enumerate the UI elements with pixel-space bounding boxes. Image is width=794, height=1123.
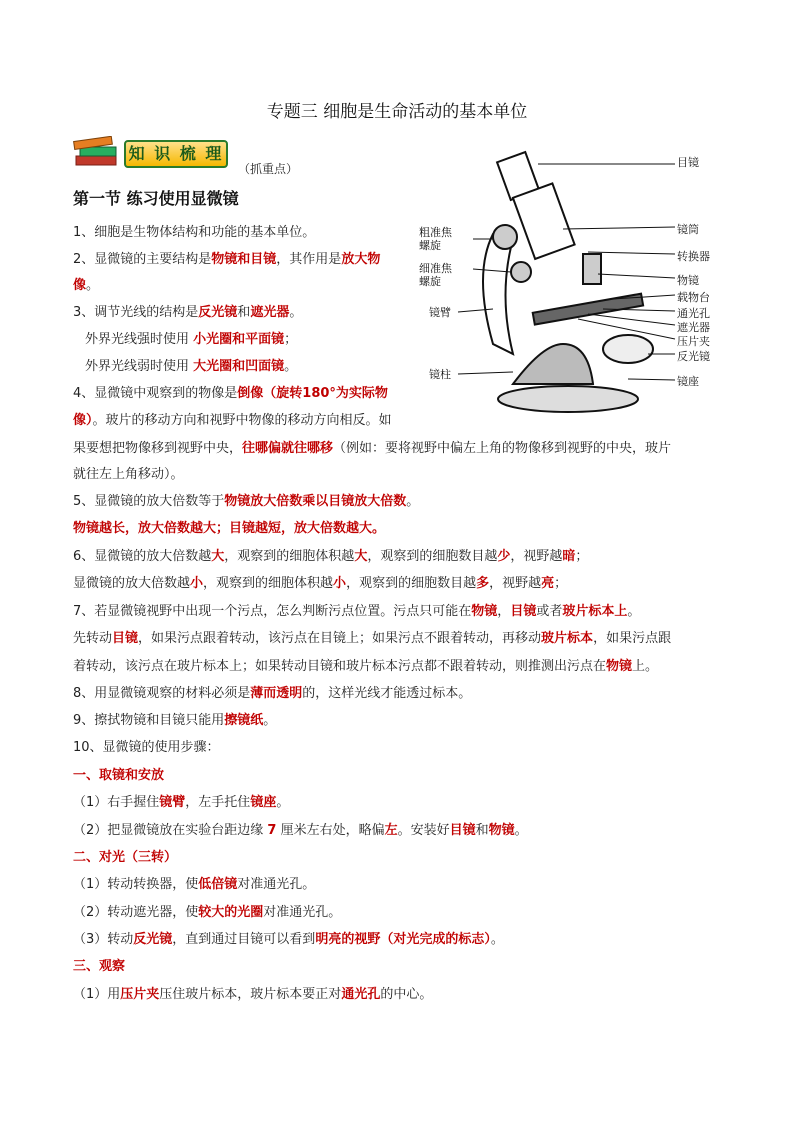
step-1-a: （1）右手握住镜臂，左手托住镜座。 [73, 795, 290, 810]
step-2-a: （1）转动转换器，使低倍镜对准通光孔。 [73, 877, 316, 892]
badge-label: 知 识 梳 理 [124, 140, 228, 168]
label-diaphragm: 遮光器 [677, 321, 710, 334]
point-5-rule: 物镜越长，放大倍数越大；目镜越短，放大倍数越大。 [73, 521, 386, 536]
page-title: 专题三 细胞是生命活动的基本单位 [266, 102, 528, 122]
label-eyepiece: 目镜 [677, 156, 699, 169]
point-6-cont: 显微镜的放大倍数越小，观察到的细胞体积越小，观察到的细胞数目越多，视野越亮； [73, 576, 568, 591]
label-objective: 物镜 [677, 274, 699, 287]
step-3-a: （1）用压片夹压住玻片标本，玻片标本要正对通光孔的中心。 [73, 987, 433, 1002]
point-2: 2、显微镜的主要结构是物镜和目镜，其作用是放大物 [73, 252, 381, 267]
point-10: 10、显微镜的使用步骤： [73, 740, 220, 755]
step-2-heading: 二、对光（三转） [73, 850, 178, 865]
step-1-heading: 一、取镜和安放 [73, 768, 165, 783]
point-4-cont: 像）。玻片的移动方向和视野中物像的移动方向相反。如 [73, 413, 392, 428]
label-fine: 细准焦 螺旋 [419, 262, 452, 288]
microscope-diagram [413, 144, 743, 414]
label-arm: 镜臂 [429, 306, 451, 319]
step-2-c: （3）转动反光镜，直到通过目镜可以看到明亮的视野（对光完成的标志）。 [73, 932, 504, 947]
step-1-b: （2）把显微镜放在实验台距边缘 7 厘米左右处，略偏左。安装好目镜和物镜。 [73, 823, 528, 838]
point-4: 4、显微镜中观察到的物像是倒像（旋转180°为实际物 [73, 386, 388, 401]
label-base: 镜座 [677, 375, 699, 388]
point-6: 6、显微镜的放大倍数越大，观察到的细胞体积越大，观察到的细胞数目越少，视野越暗； [73, 549, 589, 564]
books-icon [72, 136, 128, 170]
section-heading: 第一节 练习使用显微镜 [73, 189, 239, 208]
section-badge [72, 136, 232, 170]
step-3-heading: 三、观察 [73, 959, 126, 974]
point-9: 9、擦拭物镜和目镜只能用擦镜纸。 [73, 713, 277, 728]
point-5: 5、显微镜的放大倍数等于物镜放大倍数乘以目镜放大倍数。 [73, 494, 420, 509]
label-stage: 载物台 [677, 291, 710, 304]
point-7: 7、若显微镜视野中出现一个污点，怎么判断污点位置。污点只可能在物镜，目镜或者玻片标本上。 [73, 604, 641, 619]
label-tube: 镜筒 [677, 223, 699, 236]
label-pillar: 镜柱 [429, 368, 451, 381]
point-8: 8、用显微镜观察的材料必须是薄而透明的，这样光线才能透过标本。 [73, 686, 472, 701]
point-4-cont2: 果要想把物像移到视野中央，往哪偏就往哪移（例如：要将视野中偏左上角的物像移到视野的中央，玻片 [73, 441, 672, 456]
label-mirror: 反光镜 [677, 350, 710, 363]
point-2-cont: 像。 [73, 278, 100, 293]
point-4-cont3: 就往左上角移动）。 [73, 467, 184, 482]
badge-note: （抓重点） [238, 162, 299, 176]
point-7-cont2: 着转动，该污点在玻片标本上；如果转动目镜和玻片标本污点都不跟着转动，则推测出污点在物镜上。 [73, 659, 659, 674]
step-2-b: （2）转动遮光器，使较大的光圈对准通光孔。 [73, 905, 342, 920]
point-3-weak: 外界光线弱时使用 大光圈和凹面镜。 [85, 359, 298, 374]
point-3-strong: 外界光线强时使用 小光圈和平面镜； [85, 332, 298, 347]
label-converter: 转换器 [677, 250, 710, 263]
label-coarse: 粗准焦 螺旋 [419, 226, 452, 252]
point-1: 1、细胞是生物体结构和功能的基本单位。 [73, 225, 316, 240]
point-3: 3、调节光线的结构是反光镜和遮光器。 [73, 305, 303, 320]
label-clip: 压片夹 [677, 335, 710, 348]
point-7-cont: 先转动目镜，如果污点跟着转动，该污点在目镜上；如果污点不跟着转动，再移动玻片标本，如果污点跟 [73, 631, 672, 646]
label-hole: 通光孔 [677, 307, 710, 320]
